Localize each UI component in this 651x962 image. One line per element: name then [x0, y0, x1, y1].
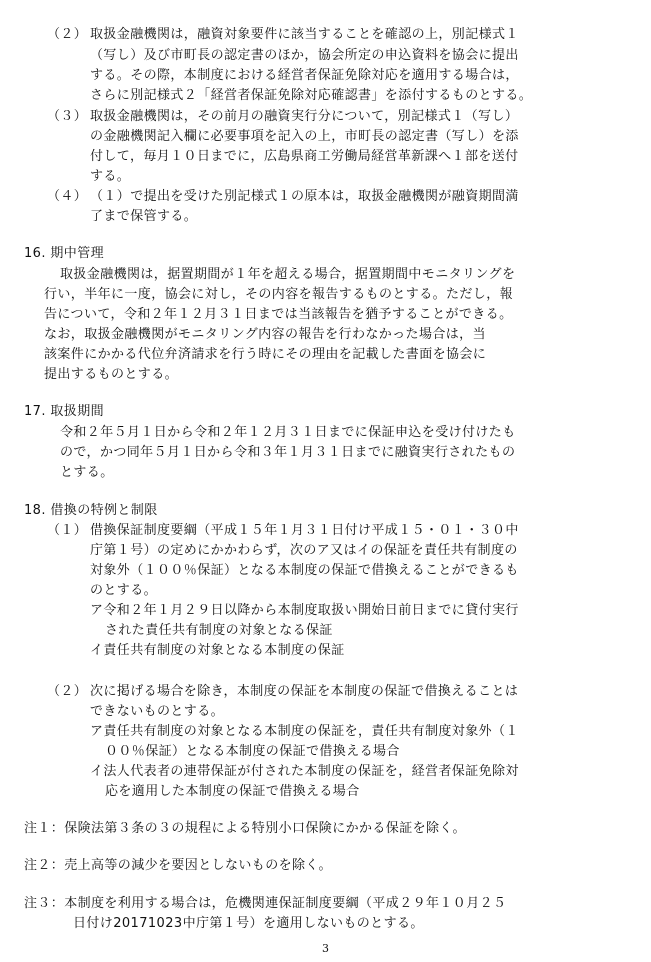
item-text-line: の金融機関記入欄に必要事項を記入の上，市町長の認定書（写し）を添	[90, 129, 519, 144]
page-number: 3	[322, 942, 329, 955]
sub-item-i-line: イ責任共有制度の対象となる本制度の保証	[90, 643, 345, 658]
section-heading: 17. 取扱期間	[24, 404, 105, 419]
item-text-line: 取扱金融機関は，融資対象要件に該当することを確認の上，別記様式１	[90, 27, 519, 42]
paragraph-line: なお，取扱金融機関がモニタリング内容の報告を行わなかった場合は，当	[44, 327, 486, 342]
item-number: （１）	[47, 523, 88, 538]
sub-item-i-line: 応を適用した本制度の保証で借換える場合	[105, 784, 360, 799]
item-number: （２）	[47, 684, 88, 699]
section-heading: 16. 期中管理	[24, 246, 105, 261]
paragraph-line: 令和２年５月１日から令和２年１２月３１日までに保証申込を受け付けたも	[60, 425, 516, 440]
item-text-line: 対象外（１００％保証）となる本制度の保証で借換えることができるも	[90, 563, 519, 578]
item-text-line: できないものとする。	[90, 704, 225, 719]
sub-item-i-line: イ法人代表者の連帯保証が付された本制度の保証を，経営者保証免除対	[90, 764, 519, 779]
item-text-line: する。その際，本制度における経営者保証免除対応を適用する場合は，	[90, 68, 519, 83]
item-number: （２）	[47, 27, 88, 42]
sub-item-a-line: された責任共有制度の対象となる保証	[105, 623, 333, 638]
section-heading: 18. 借換の特例と制限	[24, 503, 158, 518]
item-text-line: さらに別記様式２「経営者保証免除対応確認書」を添付するものとする。	[90, 88, 533, 103]
item-number: （３）	[47, 109, 88, 124]
item-text-line: 取扱金融機関は，その前月の融資実行分について，別記様式１（写し）	[90, 109, 519, 124]
paragraph-line: 取扱金融機関は，据置期間が１年を超える場合，据置期間中モニタリングを	[60, 267, 516, 282]
note-3-line: 日付け20171023中庁第１号）を適用しないものとする。	[73, 916, 424, 931]
item-number: （４）	[47, 189, 88, 204]
paragraph-line: とする。	[60, 465, 114, 480]
note-2: 注２：売上高等の減少を要因としないものを除く。	[24, 858, 332, 873]
paragraph-line: 提出するものとする。	[44, 367, 179, 382]
sub-item-a-line: ００％保証）となる本制度の保証で借換える場合	[105, 744, 400, 759]
sub-item-a-line: ア令和２年１月２９日以降から本制度取扱い開始日前日までに貸付実行	[90, 603, 519, 618]
paragraph-line: ので，かつ同年５月１日から令和３年１月３１日までに融資実行されたもの	[60, 445, 516, 460]
item-text-line: （写し）及び市町長の認定書のほか，協会所定の申込資料を協会に提出	[90, 48, 519, 63]
item-text-line: 庁第１号）の定めにかかわらず，次のア又はイの保証を責任共有制度の	[90, 543, 518, 558]
item-text-line: 付して，毎月１０日までに，広島県商工労働局経営革新課へ１部を送付	[90, 149, 519, 164]
paragraph-line: 該案件にかかる代位弁済請求を行う時にその理由を記載した書面を協会に	[44, 347, 487, 362]
item-text-line: 借換保証制度要綱（平成１５年１月３１日付け平成１５・０１・３０中	[90, 523, 519, 538]
item-text-line: のとする。	[90, 583, 158, 598]
item-text-line: （１）で提出を受けた別記様式１の原本は，取扱金融機関が融資期間満	[90, 189, 519, 204]
paragraph-line: 行い，半年に一度，協会に対し，その内容を報告するものとする。ただし，報	[44, 287, 514, 302]
paragraph-line: 告について，令和２年１２月３１日までは当該報告を猶予することができる。	[44, 307, 513, 322]
item-text-line: 次に掲げる場合を除き，本制度の保証を本制度の保証で借換えることは	[90, 684, 519, 699]
item-text-line: する。	[90, 169, 131, 184]
note-1: 注１：保険法第３条の３の規程による特別小口保険にかかる保証を除く。	[24, 821, 466, 836]
sub-item-a-line: ア責任共有制度の対象となる本制度の保証を，責任共有制度対象外（１	[90, 724, 519, 739]
note-3-line: 注３：本制度を利用する場合は，危機関連保証制度要綱（平成２９年１０月２５	[24, 896, 507, 911]
item-text-line: 了まで保管する。	[90, 209, 198, 224]
